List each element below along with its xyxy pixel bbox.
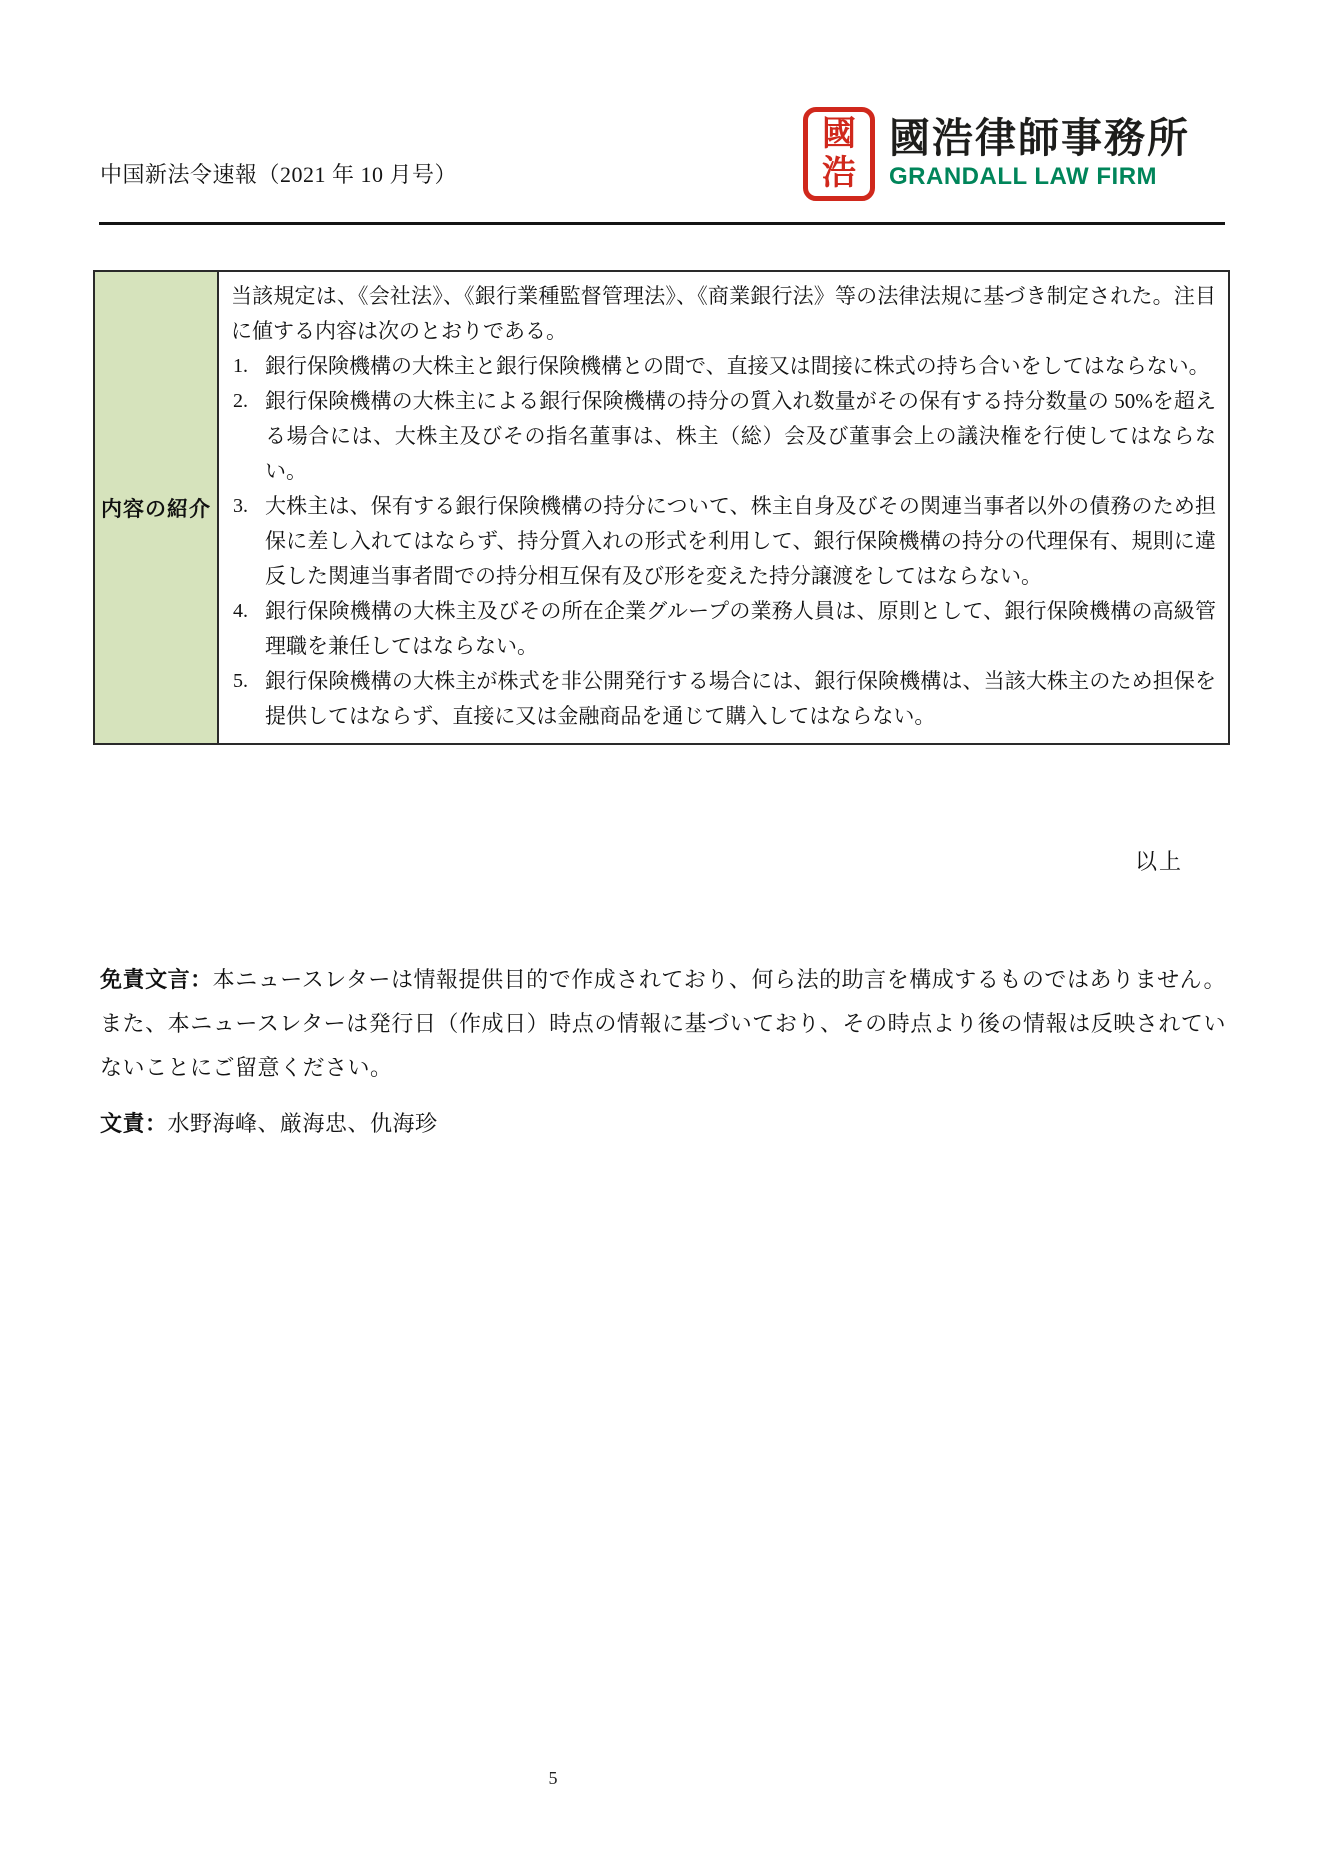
- firm-name-en: GRANDALL LAW FIRM: [889, 163, 1158, 191]
- firm-name-cjk: 國浩律師事務所: [889, 114, 1190, 161]
- content-table: [93, 270, 1230, 745]
- list-item-text: 銀行保険機構の大株主と銀行保険機構との間で、直接又は間接に株式の持ち合いをしてはならない。: [265, 354, 1210, 378]
- closing-mark: 以上: [1134, 849, 1183, 874]
- list-item: [231, 664, 1216, 734]
- authors-label: 文責：: [100, 1111, 168, 1136]
- seal-char-bottom: 浩: [822, 155, 856, 192]
- numbered-list: [231, 349, 1216, 734]
- disclaimer-text: 本ニュースレターは情報提供目的で作成されており、何ら法的助言を構成するものではありません。また、本ニュースレターは発行日（作成日）時点の情報に基づいており、その時点より後の情報は反映されていないことにご留意ください。: [100, 967, 1226, 1080]
- table-label-cell: [95, 272, 219, 743]
- list-item-text: 銀行保険機構の大株主が株式を非公開発行する場合には、銀行保険機構は、当該大株主のため担保を提供してはならず、直接に又は金融商品を通じて購入してはならない。: [265, 669, 1216, 728]
- logo-names: [889, 114, 1190, 191]
- authors-names: 水野海峰、厳海忠、仇海珍: [167, 1111, 438, 1136]
- list-item-number: 1.: [233, 355, 248, 377]
- intro-paragraph: 当該規定は、《会社法》、《銀行業種監督管理法》、《商業銀行法》等の法律法規に基づき制定された。注目に値する内容は次のとおりである。: [231, 284, 1216, 343]
- disclaimer-label: 免責文言：: [100, 967, 213, 992]
- list-item-text: 銀行保険機構の大株主による銀行保険機構の持分の質入れ数量がその保有する持分数量の 50%を超える場合には、大株主及びその指名董事は、株主（総）会及び董事会上の議決権を行使してはならない。: [265, 389, 1216, 483]
- page-number: 5: [548, 1768, 558, 1788]
- list-item: [231, 384, 1216, 489]
- list-item-number: 5.: [233, 670, 248, 692]
- list-item-number: 3.: [233, 495, 248, 517]
- seal-icon: [803, 107, 875, 201]
- table-body-cell: [219, 272, 1228, 743]
- header-divider: [99, 222, 1225, 225]
- seal-char-top: 國: [822, 115, 856, 153]
- list-item-number: 2.: [233, 390, 248, 412]
- list-item: [231, 594, 1216, 664]
- list-item-number: 4.: [233, 600, 248, 622]
- list-item: [231, 349, 1216, 384]
- table-row-label: 内容の紹介: [101, 496, 211, 521]
- disclaimer-paragraph: [100, 958, 1226, 1090]
- grandall-logo: [803, 107, 1190, 201]
- newsletter-title: 中国新法令速報（2021 年 10 月号）: [100, 162, 458, 187]
- authors-line: [100, 1102, 1226, 1146]
- list-item: [231, 489, 1216, 594]
- list-item-text: 大株主は、保有する銀行保険機構の持分について、株主自身及びその関連当事者以外の債務のため担保に差し入れてはならず、持分質入れの形式を利用して、銀行保険機構の持分の代理保有、規則に違反した関連当事者間での持分相互保有及び形を変えた持分譲渡をしてはならない。: [265, 494, 1216, 588]
- list-item-text: 銀行保険機構の大株主及びその所在企業グループの業務人員は、原則として、銀行保険機構の高級管理職を兼任してはならない。: [265, 599, 1216, 658]
